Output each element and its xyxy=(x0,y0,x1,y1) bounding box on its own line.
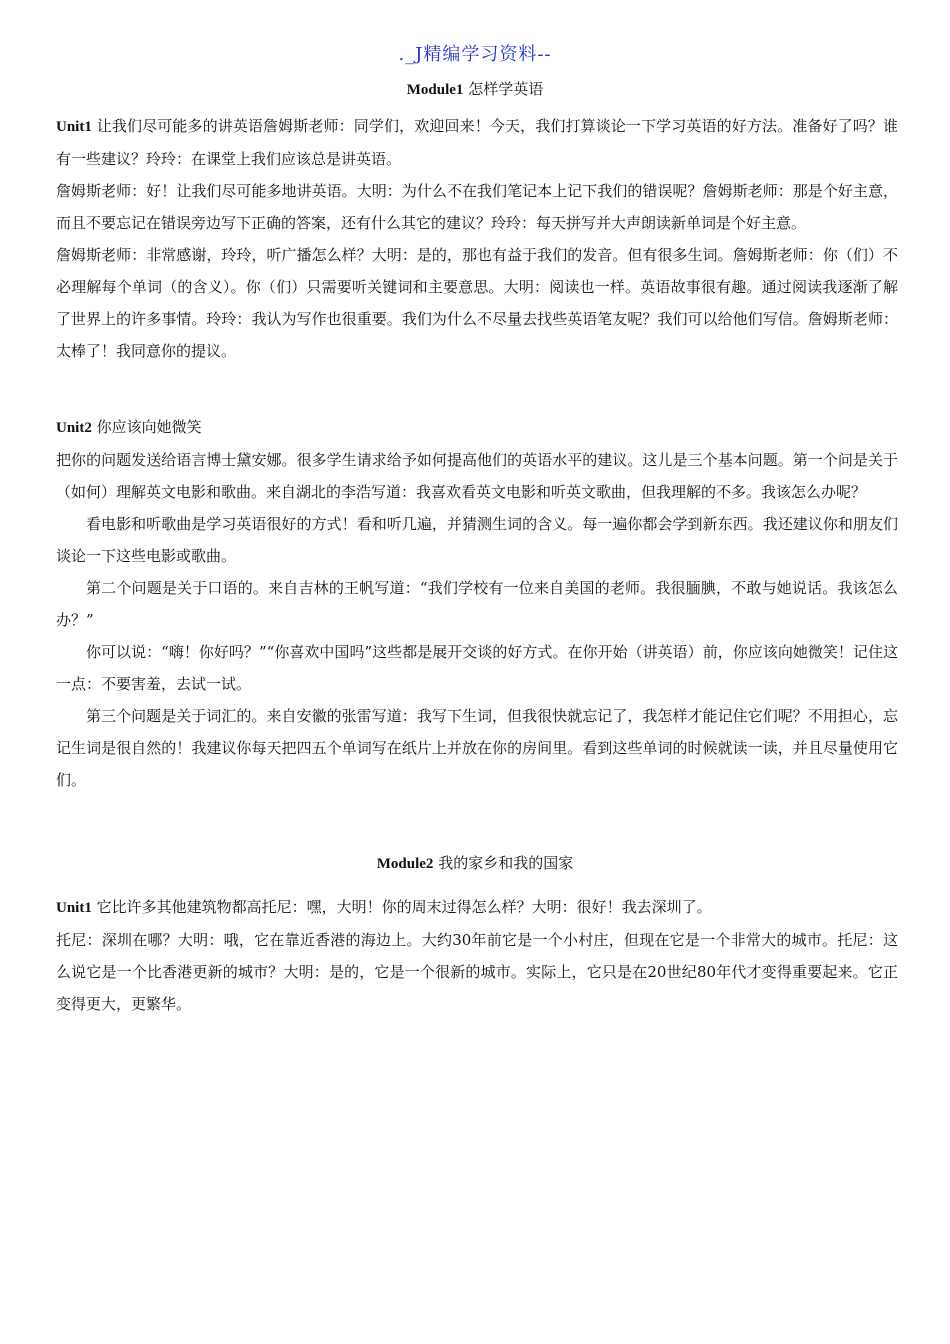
module2-unit1-paragraph: 托尼：深圳在哪？大明：哦，它在靠近香港的海边上。大约30年前它是一个小村庄，但现在它是一个非常大的城市。托尼：这么说它是一个比香港更新的城市？大明：是的，它是一个很新的城市。实际上，它只是在20世纪80年代才变得重要起来。它正变得更大，更繁华。 xyxy=(56,931,898,1013)
module2-title xyxy=(0,852,950,873)
module1-unit1 xyxy=(56,110,898,367)
module2-unit1-label: Unit1 xyxy=(56,900,92,916)
module1-unit2-paragraph: 你可以说：“嗨！你好吗？”“你喜欢中国吗”这些都是展开交谈的好方式。在你开始（讲英语）前，你应该向她微笑！记住这一点：不要害羞，去试一试。 xyxy=(56,643,898,693)
module2-unit1-paragraph xyxy=(56,891,898,924)
module1-unit2-paragraph: 看电影和听歌曲是学习英语很好的方式！看和听几遍，并猜测生词的含义。每一遍你都会学到新东西。我还建议你和朋友们谈论一下这些电影或歌曲。 xyxy=(56,515,898,565)
page-header: ._J精编学习资料-- xyxy=(398,44,552,65)
module1-unit2-heading xyxy=(56,411,898,444)
module1-unit1-paragraph: 詹姆斯老师：好！让我们尽可能多地讲英语。大明：为什么不在我们笔记本上记下我们的错误呢？詹姆斯老师：那是个好主意，而且不要忘记在错误旁边写下正确的答案，还有什么其它的建议？玲玲：每天拼写并大声朗读新单词是个好主意。 xyxy=(56,182,898,232)
module1-unit2-label: Unit2 xyxy=(56,420,92,436)
module1-unit2-paragraph: 第三个问题是关于词汇的。来自安徽的张雷写道：我写下生词，但我很快就忘记了，我怎样才能记住它们呢？不用担心，忘记生词是很自然的！我建议你每天把四五个单词写在纸片上并放在你的房间里。看到这些单词的时候就读一读，并且尽量使用它们。 xyxy=(56,707,898,789)
module1-title-text: 怎样学英语 xyxy=(468,80,544,98)
module2-label: Module2 xyxy=(376,856,434,872)
module1-unit1-label: Unit1 xyxy=(56,119,92,135)
module1-unit1-paragraph xyxy=(56,110,898,175)
module1-unit2-paragraph: 第二个问题是关于口语的。来自吉林的王帆写道：“我们学校有一位来自美国的老师。我很腼腆，不敢与她说话。我该怎么办？” xyxy=(56,579,898,629)
module1-unit1-paragraph: 詹姆斯老师：非常感谢，玲玲，听广播怎么样？大明：是的，那也有益于我们的发音。但有很多生词。詹姆斯老师：你（们）不必理解每个单词（的含义）。你（们）只需要听关键词和主要意思。大明：阅读也一样。英语故事很有趣。通过阅读我逐渐了解了世界上的许多事情。玲玲：我认为写作也很重要。我们为什么不尽量去找些英语笔友呢？我们可以给他们写信。詹姆斯老师：太棒了！我同意你的提议。 xyxy=(56,246,898,360)
module1-unit1-p0: 让我们尽可能多的讲英语詹姆斯老师：同学们，欢迎回来！今天，我们打算谈论一下学习英语的好方法。准备好了吗？谁有一些建议？玲玲：在课堂上我们应该总是讲英语。 xyxy=(56,117,898,168)
module2-title-text: 我的家乡和我的国家 xyxy=(438,854,574,872)
module1-unit2-title: 你应该向她微笑 xyxy=(96,418,202,436)
module2-unit1-p0: 它比许多其他建筑物都高托尼：嘿，大明！你的周末过得怎么样？大明：很好！我去深圳了。 xyxy=(96,898,712,916)
module1-unit2 xyxy=(56,411,898,796)
module1-title xyxy=(0,78,950,99)
module2-unit1 xyxy=(56,891,898,1020)
module1-label: Module1 xyxy=(406,82,464,98)
module1-unit2-paragraph: 把你的问题发送给语言博士黛安娜。很多学生请求给予如何提高他们的英语水平的建议。这儿是三个基本问题。第一个问是关于（如何）理解英文电影和歌曲。来自湖北的李浩写道：我喜欢看英文电影和听英文歌曲，但我理解的不多。我该怎么办呢？ xyxy=(56,451,898,501)
